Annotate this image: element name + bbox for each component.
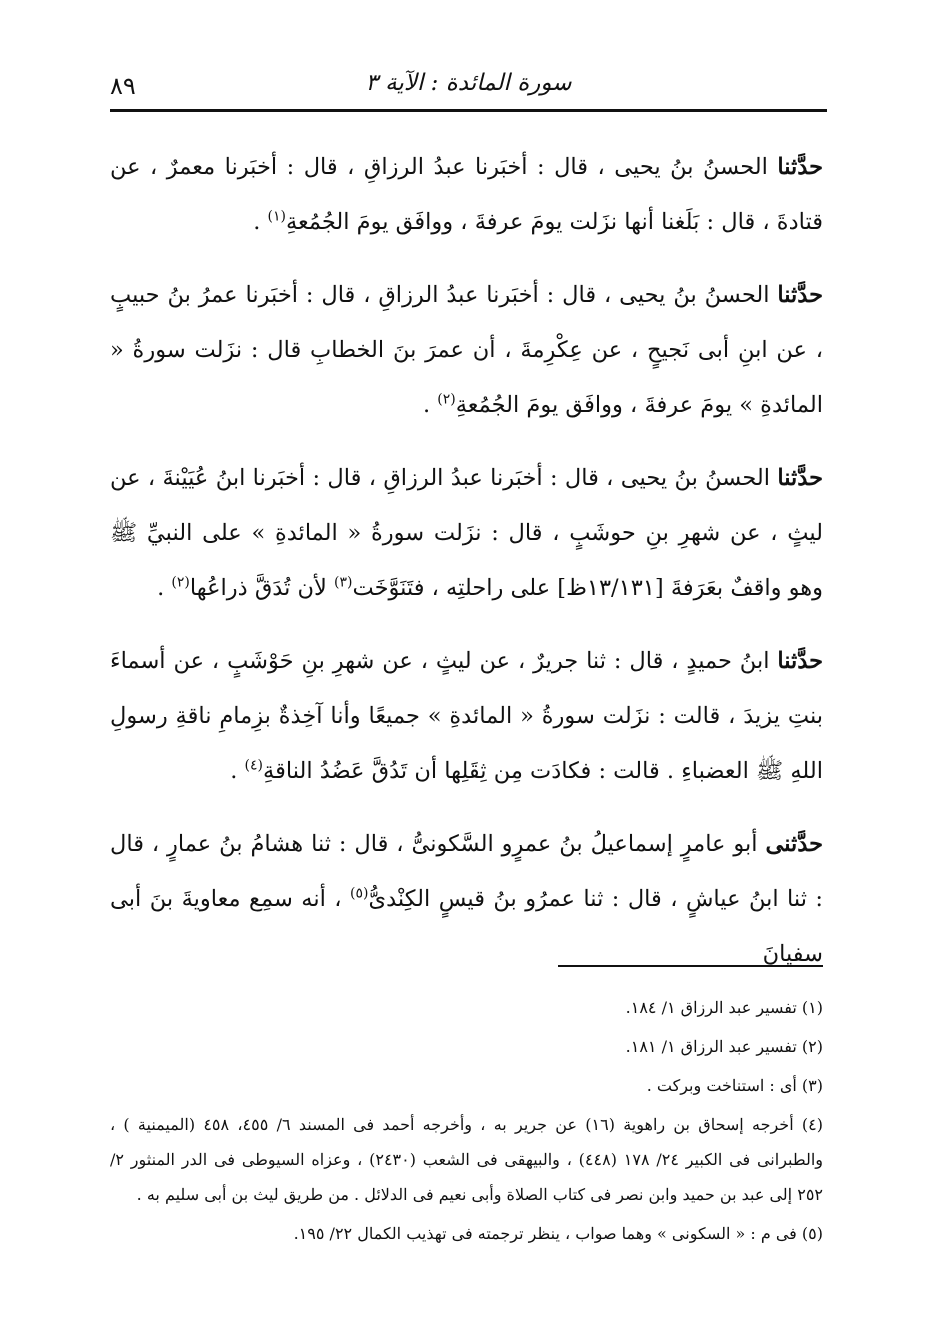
page-number: ٨٩: [110, 72, 136, 100]
footnote-marker: (٣): [334, 574, 353, 591]
footnote-3: (٣) أى : استناخت وبركت .: [646, 1076, 823, 1095]
paragraph-text: الحسنُ بنُ يحيى ، قال : أخبَرنا عبدُ الرزاقِ ، قال : أخبَرنا معمرٌ ، عن قتادةَ ، قال : بَلَغنا أنها نزَلت يومَ عرفةَ ، ووافَق يومَ الجُمُعةِ: [110, 154, 823, 235]
paragraph-text: ابنُ حميدٍ ، قال : ثنا جريرٌ ، عن ليثٍ ، عن شهرِ بنِ حَوْشَبٍ ، عن أسماءَ بنتِ يزيدَ ، قالت : نزَلت سورةُ « المائدةِ » جميعًا وأنا آخِذةٌ بزِمامِ ناقةِ رسولِ اللهِ ﷺ العضباءِ . قالت : فكادَت مِن ثِقَلِها أن تَدُقَّ عَضُدُ الناقةِ: [110, 648, 823, 784]
paragraph-text: الحسنُ بنُ يحيى ، قال : أخبَرنا عبدُ الرزاقِ ، قال : أخبَرنا عمرُ بنُ حبيبٍ ، عن ابنِ أبى نَجيحٍ ، عن عِكْرِمةَ ، أن عمرَ بنَ الخطابِ قال : نزَلت سورةُ « المائدةِ » يومَ عرفةَ ، ووافَق يومَ الجُمُعةِ: [110, 282, 823, 418]
paragraph-tail: .: [253, 209, 268, 235]
narration-lead: حدَّثنا: [777, 648, 823, 674]
footnote-4: (٤) أخرجه إسحاق بن راهوية (١٦) عن جرير به ، وأخرجه أحمد فى المسند ٦/ ٤٥٥، ٤٥٨ (الميمنية ) ، والطبرانى فى الكبير ٢٤/ ١٧٨ (٤٤٨) ، والبيهقى فى الشعب (٢٤٣٠) ، وعزاه السيوطى فى الدر المنثور ٢/ ٢٥٢ إلى عبد بن حميد وابن نصر فى كتاب الصلاة وأبى نعيم فى الدلائل . من طريق ليث بن أبى سليم به .: [110, 1115, 824, 1204]
paragraph-1: [110, 140, 823, 250]
main-text: [110, 140, 823, 1000]
footnote-separator: [558, 965, 823, 967]
paragraph-tail: .: [422, 392, 438, 418]
paragraph-tail: ، أنه سمِع معاويةَ بنَ أبى سفيانَ: [110, 886, 823, 967]
paragraph-5: [110, 817, 823, 982]
paragraph-tail: .: [157, 575, 172, 601]
footnote-5: (٥) فى م : « السكونى » وهما صواب ، ينظر ترجمته فى تهذيب الكمال ٢٢/ ١٩٥.: [293, 1224, 823, 1243]
footnote-1: (١) تفسير عبد الرزاق ١/ ١٨٤.: [625, 998, 823, 1017]
footnote-marker: (٢): [437, 391, 456, 408]
running-title: سورة المائدة : الآية ٣: [365, 70, 572, 96]
footnotes: [110, 990, 823, 1255]
paragraph-4: [110, 634, 823, 799]
narration-lead: حدَّثنا: [777, 154, 823, 180]
footnote-marker: (٤): [244, 757, 264, 774]
paragraph-3: [110, 451, 823, 616]
narration-lead: حدَّثنا: [777, 282, 823, 308]
paragraph-tail: لأن تُدَقَّ ذراعُها: [189, 575, 335, 601]
header-rule: [110, 109, 827, 112]
paragraph-text: الحسنُ بنُ يحيى ، قال : أخبَرنا عبدُ الرزاقِ ، قال : أخبَرنا ابنُ عُيَيْنةَ ، عن ليثٍ ، عن شهرِ بنِ حوشَبٍ ، قال : نزَلت سورةُ « المائدةِ » على النبيِّ ﷺ وهو واقفٌ بعَرَفةَ [١٣/١٣١ظ] على راحلتِه ، فتَنَوَّخَت: [110, 465, 823, 601]
footnote-marker: (٥): [350, 885, 369, 902]
paragraph-2: [110, 268, 823, 433]
narration-lead: حدَّثنى: [765, 831, 823, 857]
page-header: [110, 60, 827, 112]
footnote-marker: (٢): [171, 574, 190, 591]
paragraph-text: أبو عامرٍ إسماعيلُ بنُ عمرٍو السَّكونىُّ ، قال : ثنا هشامُ بنُ عمارٍ ، قال : ثنا ابنُ عياشٍ ، قال : ثنا عمرُو بنُ قيسٍ الكِنْدىُّ: [110, 831, 824, 912]
footnote-marker: (١): [267, 208, 286, 225]
paragraph-tail: .: [230, 758, 245, 784]
footnote-2: (٢) تفسير عبد الرزاق ١/ ١٨١.: [625, 1037, 823, 1056]
narration-lead: حدَّثنا: [777, 465, 823, 491]
